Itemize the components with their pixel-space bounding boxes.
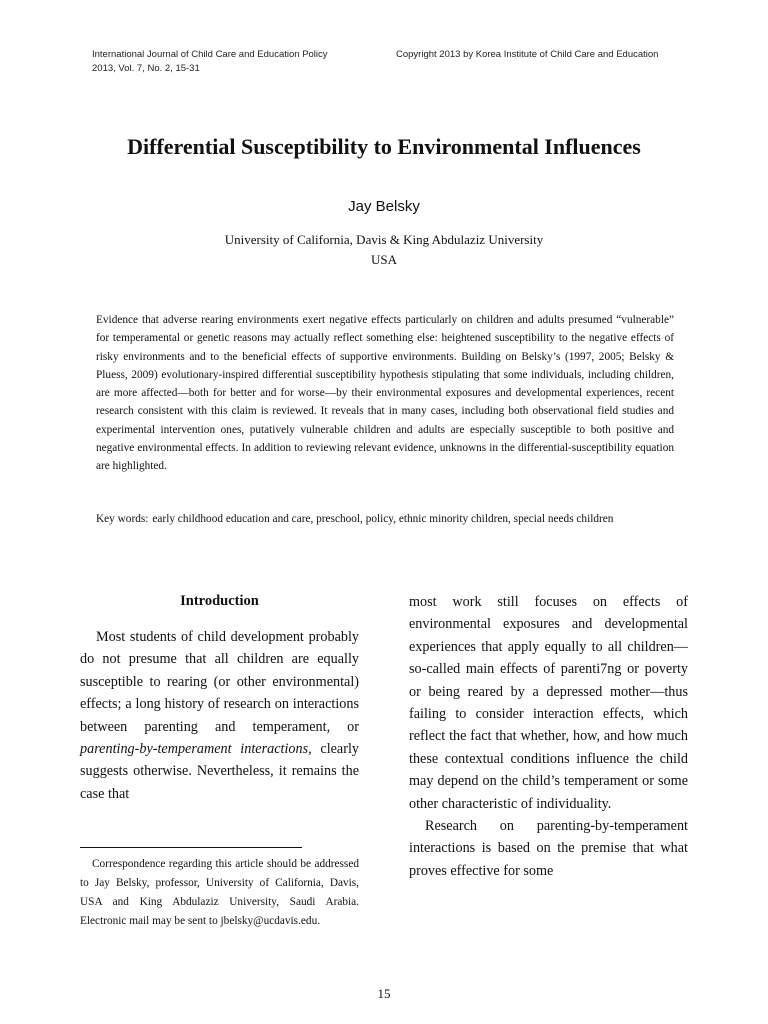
journal-name: International Journal of Child Care and Education Policy: [92, 49, 328, 60]
intro-text-end: , clearly suggests otherwise. Nevertheless, it remains the case that: [80, 741, 359, 802]
affiliation-institution: University of California, Davis & King Abdulaziz University: [224, 232, 544, 247]
journal-volume: 2013, Vol. 7, No. 2, 15-31: [92, 63, 200, 74]
keywords-text: early childhood education and care, preschool, policy, ethnic minority children, special needs children: [152, 513, 614, 525]
keywords: [96, 510, 686, 528]
abstract: Evidence that adverse rearing environments exert negative effects particularly on children and adults presumed “vulnerable” for temperamental or genetic reasons may actually reflect something else: heightened susceptibility to the negative effects of risky environments and to the beneficial effects of supportive environments. Building on Belsky’s (1997, 2005; Belsky & Pluess, 2009) evolutionary-inspired differential susceptibility hypothesis stipulating that some individuals, including children, are more affected—both for better and for worse—by their environmental exposures and developmental experiences, recent research consistent with this claim is reviewed. It reveals that in many cases, including both observational field studies and experimental intervention ones, putatively vulnerable children and adults are especially susceptible to both positive and negative environmental effects. In addition to reviewing relevant evidence, unknowns in the differential-susceptibility equation are highlighted.: [96, 314, 674, 473]
journal-info: [92, 48, 392, 76]
affiliation-country: USA: [370, 252, 397, 267]
intro-text-start: Most students of child development probably do not presume that all children are equally susceptible to rearing (or other environmental) effects; a long history of research on interactions between parenting and temperament, or: [80, 629, 359, 735]
continued-paragraph: most work still focuses on effects of environmental exposures and developmental experiences that apply equally to all children—so-called main effects of parenti7ng or poverty or being reared by a depressed mother—thus failing to consider interaction effects, which reflect the fact that whether, how, and how much these contextual conditions influence the child may depend on the child’s temperament or some other characteristic of individuality.: [409, 594, 688, 812]
keywords-label: Key words:: [96, 513, 149, 525]
footnote-divider: [80, 847, 302, 848]
author-name: Jay Belsky: [348, 198, 420, 215]
section-heading: Introduction: [180, 593, 259, 609]
research-paragraph: Research on parenting-by-temperament interactions is based on the premise that what proves effective for some: [409, 818, 688, 879]
body-column-right: [409, 591, 688, 882]
body-column-left: [80, 590, 359, 805]
intro-paragraph: [80, 626, 359, 805]
article-title: Differential Susceptibility to Environmental Influences: [127, 134, 641, 159]
correspondence-footnote: Correspondence regarding this article should be addressed to Jay Belsky, professor, University of California, Davis, USA and King Abdulaziz University, Saudi Arabia. Electronic mail may be sent to jbelsky@ucdavis.edu.: [80, 858, 359, 927]
intro-italic-term: parenting-by-temperament interactions: [80, 741, 309, 758]
author-affiliation: [0, 230, 768, 270]
page-number: 15: [377, 986, 391, 1001]
copyright-notice: Copyright 2013 by Korea Institute of Child Care and Education: [396, 49, 659, 60]
